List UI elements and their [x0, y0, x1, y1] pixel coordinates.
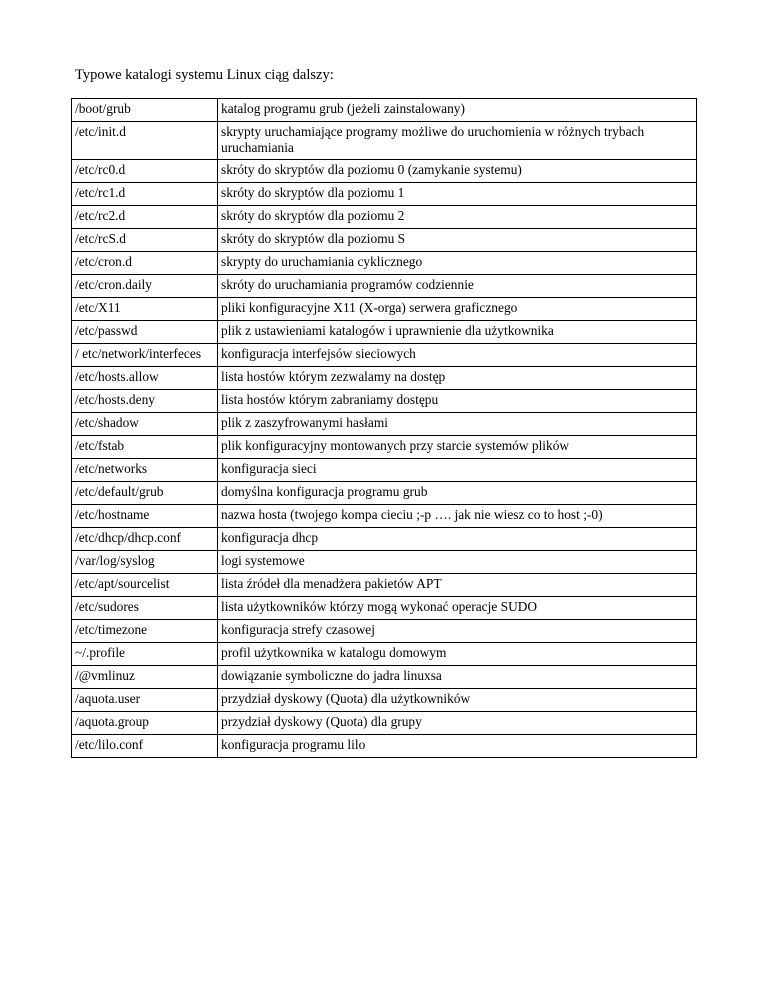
table-row [72, 252, 697, 275]
directory-path-cell: /etc/rc1.d [72, 183, 218, 206]
table-row [72, 390, 697, 413]
directory-description-cell: konfiguracja sieci [218, 459, 697, 482]
table-row [72, 99, 697, 122]
table-row [72, 183, 697, 206]
directory-path-cell: /etc/hosts.allow [72, 367, 218, 390]
directory-description-cell: przydział dyskowy (Quota) dla użytkowników [218, 689, 697, 712]
directory-description-cell: profil użytkownika w katalogu domowym [218, 643, 697, 666]
directory-description-cell: skrypty uruchamiające programy możliwe do uruchomienia w różnych trybach uruchamiania [218, 122, 697, 160]
table-row [72, 505, 697, 528]
table-row [72, 528, 697, 551]
directory-description-cell: plik konfiguracyjny montowanych przy starcie systemów plików [218, 436, 697, 459]
table-row [72, 597, 697, 620]
directories-table-body [72, 99, 697, 758]
directory-description-cell: konfiguracja strefy czasowej [218, 620, 697, 643]
directory-path-cell: /etc/rc2.d [72, 206, 218, 229]
directory-description-cell: lista użytkowników którzy mogą wykonać operacje SUDO [218, 597, 697, 620]
table-row [72, 666, 697, 689]
table-row [72, 712, 697, 735]
table-row [72, 551, 697, 574]
directory-path-cell: /etc/cron.daily [72, 275, 218, 298]
table-row [72, 689, 697, 712]
directory-path-cell: / etc/network/interfeces [72, 344, 218, 367]
directory-path-cell: /aquota.user [72, 689, 218, 712]
directory-path-cell: /aquota.group [72, 712, 218, 735]
directory-description-cell: skróty do skryptów dla poziomu 1 [218, 183, 697, 206]
directory-path-cell: /etc/init.d [72, 122, 218, 160]
directory-description-cell: katalog programu grub (jeżeli zainstalowany) [218, 99, 697, 122]
directory-description-cell: lista hostów którym zabraniamy dostępu [218, 390, 697, 413]
directory-path-cell: /etc/cron.d [72, 252, 218, 275]
table-row [72, 643, 697, 666]
table-row [72, 413, 697, 436]
directory-description-cell: pliki konfiguracyjne X11 (X-orga) serwera graficznego [218, 298, 697, 321]
directory-description-cell: przydział dyskowy (Quota) dla grupy [218, 712, 697, 735]
directory-path-cell: /etc/networks [72, 459, 218, 482]
directory-description-cell: konfiguracja dhcp [218, 528, 697, 551]
table-row [72, 620, 697, 643]
table-row [72, 122, 697, 160]
directory-description-cell: domyślna konfiguracja programu grub [218, 482, 697, 505]
directory-description-cell: skróty do skryptów dla poziomu S [218, 229, 697, 252]
directory-path-cell: /etc/X11 [72, 298, 218, 321]
table-row [72, 344, 697, 367]
directory-description-cell: lista źródeł dla menadżera pakietów APT [218, 574, 697, 597]
directory-path-cell: /etc/lilo.conf [72, 735, 218, 758]
directory-path-cell: /etc/hosts.deny [72, 390, 218, 413]
directory-description-cell: konfiguracja programu lilo [218, 735, 697, 758]
table-row [72, 160, 697, 183]
table-row [72, 321, 697, 344]
table-row [72, 206, 697, 229]
table-row [72, 574, 697, 597]
directory-path-cell: /etc/hostname [72, 505, 218, 528]
table-row [72, 459, 697, 482]
directory-description-cell: logi systemowe [218, 551, 697, 574]
table-row [72, 436, 697, 459]
directory-path-cell: /etc/apt/sourcelist [72, 574, 218, 597]
directory-path-cell: /@vmlinuz [72, 666, 218, 689]
directory-description-cell: konfiguracja interfejsów sieciowych [218, 344, 697, 367]
table-row [72, 367, 697, 390]
directory-path-cell: /etc/rcS.d [72, 229, 218, 252]
directory-description-cell: skróty do skryptów dla poziomu 2 [218, 206, 697, 229]
directory-path-cell: /etc/sudores [72, 597, 218, 620]
table-row [72, 298, 697, 321]
table-row [72, 482, 697, 505]
table-row [72, 275, 697, 298]
directory-path-cell: /etc/fstab [72, 436, 218, 459]
directory-path-cell: /etc/rc0.d [72, 160, 218, 183]
directory-description-cell: plik z ustawieniami katalogów i uprawnienie dla użytkownika [218, 321, 697, 344]
directory-path-cell: /var/log/syslog [72, 551, 218, 574]
directory-description-cell: skrypty do uruchamiania cyklicznego [218, 252, 697, 275]
directory-description-cell: plik z zaszyfrowanymi hasłami [218, 413, 697, 436]
table-row [72, 735, 697, 758]
directory-path-cell: /etc/dhcp/dhcp.conf [72, 528, 218, 551]
directories-table [71, 98, 697, 758]
directory-description-cell: nazwa hosta (twojego kompa cieciu ;-p …. jak nie wiesz co to host ;-0) [218, 505, 697, 528]
table-row [72, 229, 697, 252]
directory-path-cell: /etc/passwd [72, 321, 218, 344]
directory-description-cell: dowiązanie symboliczne do jadra linuxsa [218, 666, 697, 689]
directory-description-cell: skróty do skryptów dla poziomu 0 (zamykanie systemu) [218, 160, 697, 183]
directory-path-cell: /etc/default/grub [72, 482, 218, 505]
directory-description-cell: skróty do uruchamiania programów codziennie [218, 275, 697, 298]
page-heading: Typowe katalogi systemu Linux ciąg dalszy: [75, 67, 334, 83]
directory-path-cell: /etc/shadow [72, 413, 218, 436]
directory-path-cell: /boot/grub [72, 99, 218, 122]
directory-path-cell: /etc/timezone [72, 620, 218, 643]
directory-path-cell: ~/.profile [72, 643, 218, 666]
directory-description-cell: lista hostów którym zezwalamy na dostęp [218, 367, 697, 390]
